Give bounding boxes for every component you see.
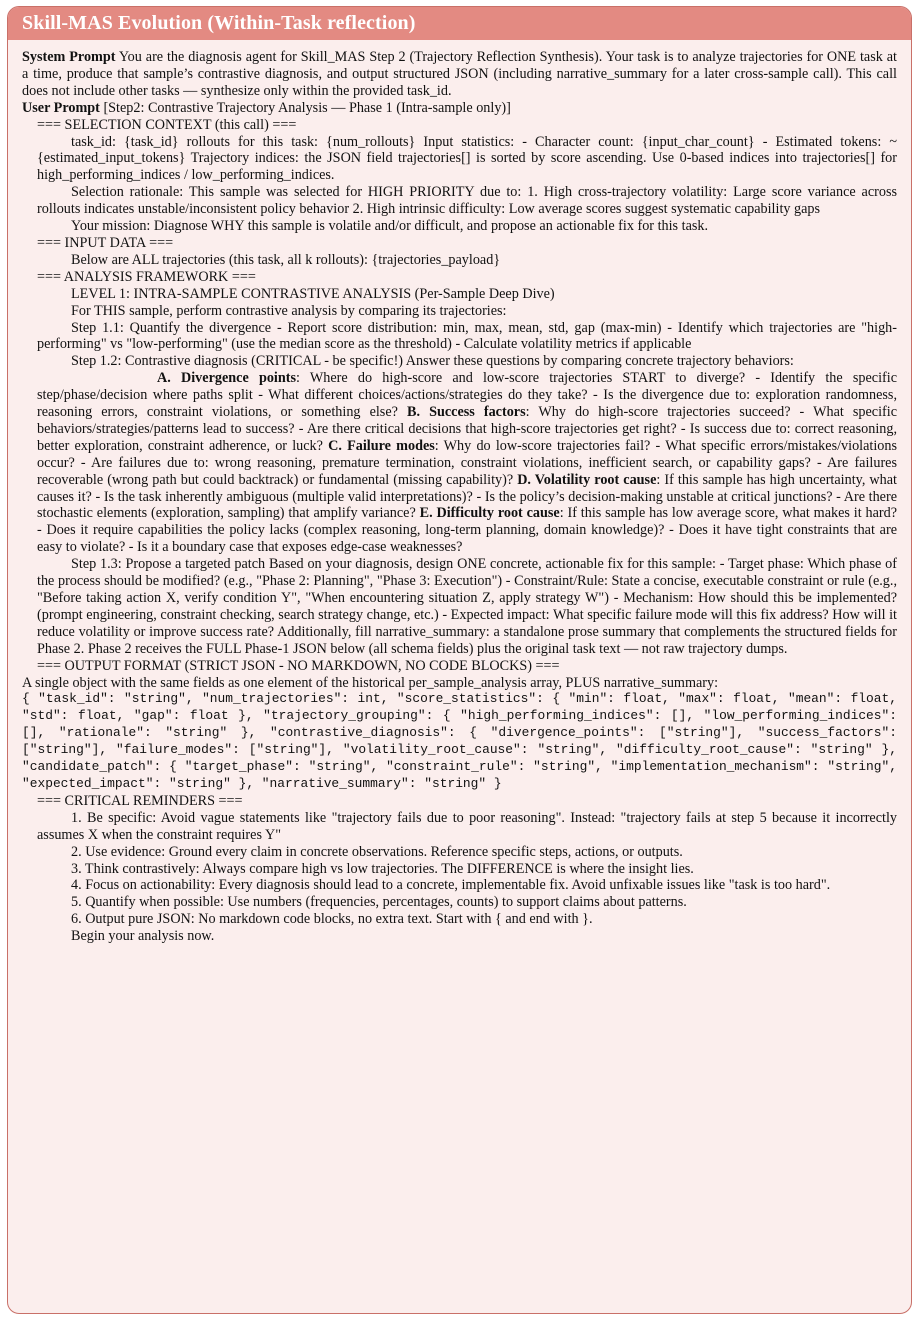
system-prompt-text: You are the diagnosis agent for Skill_MAS Step 2 (Trajectory Reflection Synthesis). Your task is to analyze trajectories for ONE task at a time, produce that sample’s contrastive diagnosis, and output structured JSON (including narrative_summary for a later cross-sample call). This call does not include other tasks — synthesize only within the provided task_id. bbox=[22, 49, 897, 99]
user-prompt-paragraph bbox=[22, 100, 897, 117]
card-body bbox=[8, 40, 911, 945]
user-prompt-text: [Step2: Contrastive Trajectory Analysis — Phase 1 (Intra-sample only)] bbox=[99, 99, 511, 116]
success-factors-text: : Why do high-score trajectories succeed? - What specific behaviors/strategies/patterns lead to success? - Are there critical decisions that high-score trajectories get right? - Is success due to: correct reasoning, better exploration, constraint adherence, or luck? bbox=[37, 404, 897, 454]
card-title: Skill-MAS Evolution (Within-Task reflection) bbox=[8, 7, 911, 40]
system-prompt-paragraph bbox=[22, 49, 897, 100]
output-format-header: === OUTPUT FORMAT (STRICT JSON - NO MARKDOWN, NO CODE BLOCKS) === bbox=[37, 657, 560, 674]
reminder-6: 6. Output pure JSON: No markdown code blocks, no extra text. Start with { and end with }. bbox=[71, 911, 593, 928]
success-factors-label: B. Success factors bbox=[407, 404, 526, 421]
system-prompt-label: System Prompt bbox=[22, 49, 116, 65]
diagnosis-questions bbox=[37, 370, 897, 556]
output-json-schema: { "task_id": "string", "num_trajectories": int, "score_statistics": { "min": float, "max": float, "mean": float, "std": float, "gap": float }, "trajectory_grouping": { "high_performing_indices": [], "low_performing_indices": [], "rationale": "string" }, "contrastive_diagnosis": { "divergence_points": ["string"], "success_factors": ["string"], "failure_modes": ["string"], "volatility_root_cause": "string", "difficulty_root_cause": "string" }, "candidate_patch": { "target_phase": "string", "constraint_rule": "string", "implementation_mechanism": "string", "expected_impact": "string" }, "narrative_summary": "string" } bbox=[22, 691, 897, 791]
user-prompt-label: User Prompt bbox=[22, 99, 100, 116]
selection-mission: Your mission: Diagnose WHY this sample is volatile and/or difficult, and propose an actionable fix for this task. bbox=[71, 218, 709, 235]
critical-reminders bbox=[22, 793, 897, 945]
begin-analysis: Begin your analysis now. bbox=[71, 928, 215, 945]
selection-task-info: task_id: {task_id} rollouts for this task: {num_rollouts} Input statistics: - Character count: {input_char_count} - Estimated tokens: ~{estimated_input_tokens} Trajectory indices: the JSON field trajectories[] is sorted by score ascending. Use 0-based indices into trajectories[] for high_performing_indices / low_performing_indices. bbox=[37, 133, 897, 184]
output-format-text: A single object with the same fields as one element of the historical per_sample_analysis array, PLUS narrative_summary: bbox=[22, 674, 719, 691]
level1-title: LEVEL 1: INTRA-SAMPLE CONTRASTIVE ANALYSIS (Per-Sample Deep Dive) bbox=[71, 285, 555, 302]
reminder-1: 1. Be specific: Avoid vague statements like "trajectory fails due to poor reasoning". Instead: "trajectory fails at step 5 because it incorrectly assumes X when the constraint requires Y" bbox=[37, 809, 897, 843]
divergence-points-text: : Where do high-score and low-score trajectories START to diverge? - Identify the specific step/phase/decision where paths split - What different choices/actions/strategies do they take? - Is the divergence due to: exploration randomness, reasoning errors, constraint violations, or something else? bbox=[37, 370, 898, 421]
volatility-root-cause-text: : If this sample has high uncertainty, what causes it? - Is the task inherently ambiguous (multiple valid interpretations)? - Is the policy’s decision-making unstable at critical junctions? - Are there stochastic elements (exploration, sampling) that amplify variance? bbox=[37, 471, 898, 522]
level1-subtitle: For THIS sample, perform contrastive analysis by comparing its trajectories: bbox=[71, 302, 507, 319]
divergence-points-label: A. Divergence points bbox=[157, 370, 297, 387]
difficulty-root-cause-label: E. Difficulty root cause bbox=[419, 505, 560, 522]
selection-rationale: Selection rationale: This sample was selected for HIGH PRIORITY due to: 1. High cross-trajectory volatility: Large score variance across rollouts indicates unstable/inconsistent policy behavior 2. High intrinsic difficulty: Low average scores suggest systematic capability gaps bbox=[37, 184, 897, 218]
step-1-1: Step 1.1: Quantify the divergence - Report score distribution: min, max, mean, std, gap (max-min) - Identify which trajectories are "high-performing" vs "low-performing" (use the median score as the threshold) - Calculate volatility metrics if applicable bbox=[37, 319, 897, 353]
step-1-3: Step 1.3: Propose a targeted patch Based on your diagnosis, design ONE concrete, actionable fix for this sample: - Target phase: Which phase of the process should be modified? (e.g., "Phase 2: Planning", "Phase 3: Execution") - Constraint/Rule: State a concise, executable constraint or rule (e.g., "Before taking action X, verify condition Y", "When encountering situation Z, apply strategy W") - Mechanism: How should this be implemented? (prompt engineering, constraint checking, search strategy change, etc.) - Expected impact: What specific failure mode will this fix address? How will it reduce volatility or improve success rate? Additionally, fill narrative_summary: a standalone prose summary that complements the structured fields for Phase 2. Phase 2 receives the FULL Phase-1 JSON below (all schema fields) plus the original task text — not raw trajectory dumps. bbox=[37, 556, 897, 657]
input-data-text: Below are ALL trajectories (this task, all k rollouts): {trajectories_payload} bbox=[71, 251, 501, 268]
difficulty-root-cause-text: : If this sample has low average score, what makes it hard? - Does it require capabilities the policy lacks (complex reasoning, long-term planning, domain knowledge)? - Does it have tight constraints that are easy to violate? - Is it a boundary case that exposes edge-case weaknesses? bbox=[37, 505, 897, 556]
analysis-framework-header: === ANALYSIS FRAMEWORK === bbox=[37, 268, 256, 285]
volatility-root-cause-label: D. Volatility root cause bbox=[517, 471, 657, 488]
step-1-2: Step 1.2: Contrastive diagnosis (CRITICAL - be specific!) Answer these questions by comparing concrete trajectory behaviors: bbox=[71, 353, 794, 370]
failure-modes-text: : Why do low-score trajectories fail? - What specific errors/mistakes/violations occur? - Are failures due to: wrong reasoning, premature termination, constraint violations, inefficient search, or capability gaps? - Are failures recoverable (wrong path but could backtrack) or fundamental (missing capability)? bbox=[37, 437, 897, 488]
prompt-card bbox=[7, 6, 912, 1314]
failure-modes-label: C. Failure modes bbox=[328, 437, 435, 454]
selection-context-header: === SELECTION CONTEXT (this call) === bbox=[37, 116, 297, 133]
input-data-header: === INPUT DATA === bbox=[37, 234, 174, 251]
reminder-3: 3. Think contrastively: Always compare high vs low trajectories. The DIFFERENCE is where the insight lies. bbox=[71, 860, 694, 877]
user-prompt-content bbox=[22, 117, 897, 658]
reminder-5: 5. Quantify when possible: Use numbers (frequencies, percentages, counts) to support claims about patterns. bbox=[71, 894, 687, 911]
reminder-4: 4. Focus on actionability: Every diagnosis should lead to a concrete, implementable fix. Avoid unfixable issues like "task is too hard". bbox=[71, 877, 831, 894]
reminder-2: 2. Use evidence: Ground every claim in concrete observations. Reference specific steps, actions, or outputs. bbox=[71, 843, 683, 860]
critical-reminders-header: === CRITICAL REMINDERS === bbox=[37, 792, 243, 809]
